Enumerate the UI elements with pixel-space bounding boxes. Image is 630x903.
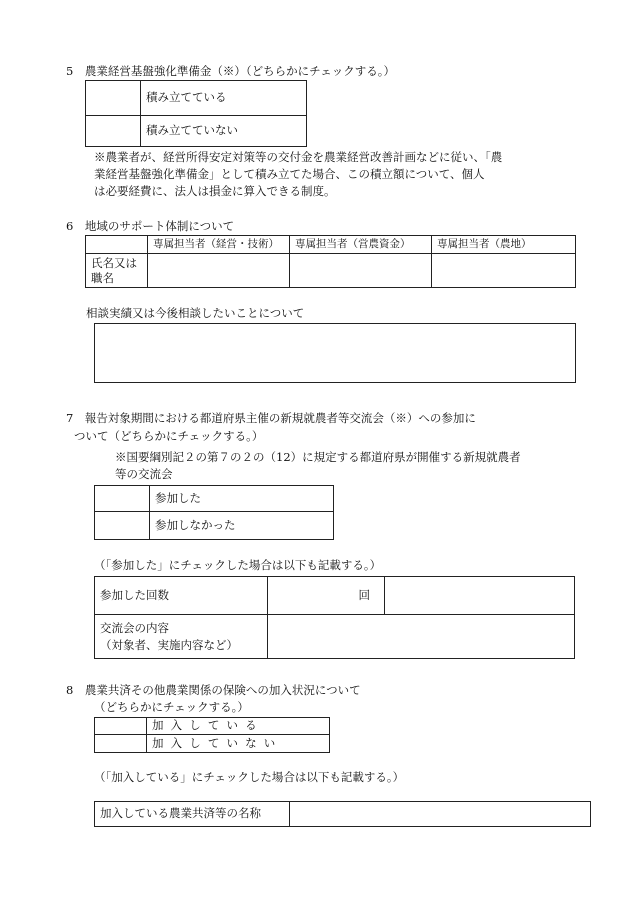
column-header: 専属担当者（農地） xyxy=(432,236,576,254)
row-label: 氏名又は 職名 xyxy=(86,254,148,288)
checkbox-cell[interactable] xyxy=(86,116,141,147)
section-7-instruction: （「参加した」にチェックした場合は以下も記載する。） xyxy=(94,558,382,572)
support-table xyxy=(85,235,576,288)
content-input-cell[interactable] xyxy=(268,615,575,659)
input-cell[interactable] xyxy=(290,254,432,288)
count-unit: 回 xyxy=(268,577,385,615)
section-5-heading: 5 農業経営基盤強化準備金（※）（どちらかにチェックする。） xyxy=(66,64,395,78)
insurance-name-table xyxy=(94,801,591,827)
option-label: 加入している xyxy=(147,718,330,735)
insurance-name-input[interactable] xyxy=(290,802,591,827)
section-8-subheading: （どちらかにチェックする。） xyxy=(94,700,249,714)
section-8-instruction: （「加入している」にチェックした場合は以下も記載する。） xyxy=(94,770,405,784)
checkbox-cell[interactable] xyxy=(95,486,150,512)
content-label: 交流会の内容 （対象者、実施内容など） xyxy=(95,615,268,659)
consult-text-box[interactable] xyxy=(94,323,576,383)
column-header: 専属担当者（経営・技術） xyxy=(148,236,290,254)
option-label: 参加した xyxy=(150,486,334,512)
insurance-name-label: 加入している農業共済等の名称 xyxy=(95,802,290,827)
checkbox-cell[interactable] xyxy=(95,718,147,735)
checkbox-cell[interactable] xyxy=(86,81,141,116)
support-table-corner xyxy=(86,236,148,254)
section-8-options-table xyxy=(94,717,330,753)
count-label: 参加した回数 xyxy=(95,577,268,615)
section-7-note: ※国要綱別記２の第７の２の（12）に規定する都道府県が開催する新規就農者 等の交流会 xyxy=(115,450,521,481)
section-7-heading-line1: 7 報告対象期間における都道府県主催の新規就農者等交流会（※）への参加に xyxy=(66,411,476,425)
option-label: 積み立てていない xyxy=(141,116,307,147)
section-7-options-table xyxy=(94,485,334,540)
exchange-table xyxy=(94,576,575,659)
checkbox-cell[interactable] xyxy=(95,735,147,753)
section-5-note: ※農業者が、経営所得安定対策等の交付金を農業経営改善計画などに従い、「農 業経営基盤強化準備金」として積み立てた場合、この積立額について、個人 は必要経費に、法人は損金に算入できる制度。 xyxy=(94,150,503,198)
checkbox-cell[interactable] xyxy=(95,512,150,540)
option-label: 加入していない xyxy=(147,735,330,753)
section-6-heading: 6 地域のサポート体制について xyxy=(66,219,235,233)
input-cell[interactable] xyxy=(432,254,576,288)
option-label: 参加しなかった xyxy=(150,512,334,540)
input-cell[interactable] xyxy=(148,254,290,288)
option-label: 積み立てている xyxy=(141,81,307,116)
section-7-heading-line2: ついて（どちらかにチェックする。） xyxy=(74,429,264,443)
section-8-heading: 8 農業共済その他農業関係の保険への加入状況について xyxy=(66,683,361,697)
consult-label: 相談実績又は今後相談したいことについて xyxy=(86,306,305,320)
count-value-cell[interactable] xyxy=(385,577,575,615)
column-header: 専属担当者（営農資金） xyxy=(290,236,432,254)
section-5-options-table xyxy=(85,80,307,147)
